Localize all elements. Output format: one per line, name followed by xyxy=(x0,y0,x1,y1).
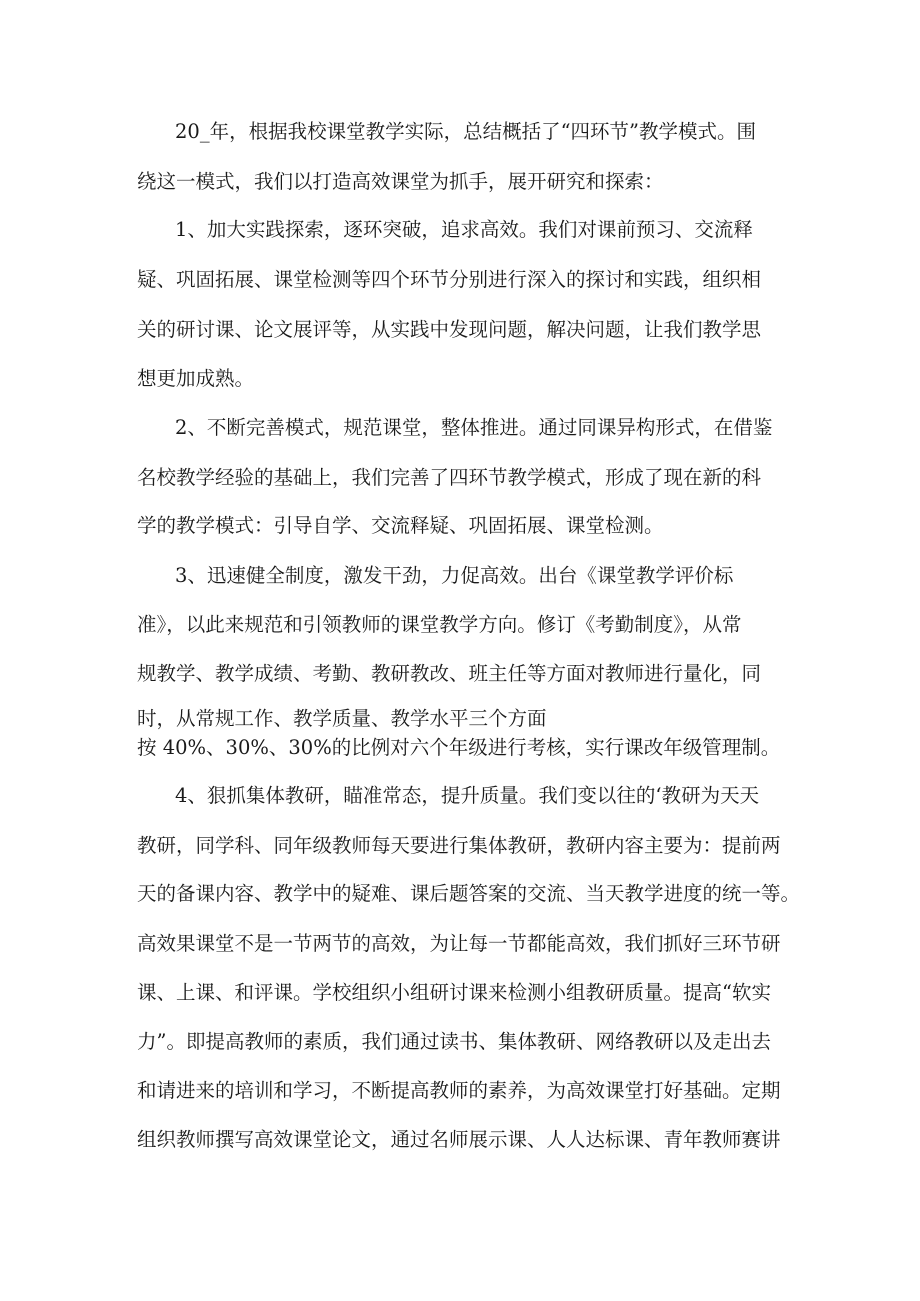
text-line: 时，从常规工作、教学质量、教学水平三个方面 xyxy=(137,707,547,730)
text-line: 和请进来的培训和学习，不断提高教师的素养，为高效课堂打好基础。定期 xyxy=(137,1079,781,1102)
text-line: 高效果课堂不是一节两节的高效，为让每一节都能高效，我们抓好三环节研 xyxy=(137,932,781,955)
text-line: 3、迅速健全制度，激发干劲，力促高效。出台《课堂教学评价标 xyxy=(175,564,734,587)
text-line: 教研，同学科、同年级教师每天要进行集体教研，教研内容主要为：提前两 xyxy=(137,834,781,857)
text-line: 名校教学经验的基础上，我们完善了四环节教学模式，形成了现在新的科 xyxy=(137,466,762,489)
text-line: 按 40%、30%、30%的比例对六个年级进行考核，实行课改年级管理制。 xyxy=(137,736,781,759)
text-line: 力”。即提高教师的素质，我们通过读书、集体教研、网络教研以及走出去 xyxy=(137,1030,771,1053)
text-line: 学的教学模式：引导自学、交流释疑、巩固拓展、课堂检测。 xyxy=(137,514,664,537)
text-line: 课、上课、和评课。学校组织小组研讨课来检测小组教研质量。提高“软实 xyxy=(137,981,771,1004)
text-line: 绕这一模式，我们以打造高效课堂为抓手，展开研究和探索： xyxy=(137,170,664,193)
text-line: 想更加成熟。 xyxy=(137,367,255,390)
text-line: 准》，以此来规范和引领教师的课堂教学方向。修订《考勤制度》，从常 xyxy=(137,613,742,636)
text-line: 20_年，根据我校课堂教学实际，总结概括了“四环节”教学模式。围 xyxy=(175,120,757,143)
text-line: 2、不断完善模式，规范课堂，整体推进。通过同课异构形式，在借鉴 xyxy=(175,416,773,439)
text-line: 4、狠抓集体教研，瞄准常态，提升质量。我们变以往的‘教研为天天 xyxy=(175,784,760,807)
text-line: 疑、巩固拓展、课堂检测等四个环节分别进行深入的探讨和实践，组织相 xyxy=(137,268,762,291)
text-line: 天的备课内容、教学中的疑难、课后题答案的交流、当天教学进度的统一等。 xyxy=(137,882,801,905)
text-line: 1、加大实践探索，逐环突破，追求高效。我们对课前预习、交流释 xyxy=(175,218,753,241)
text-line: 组织教师撰写高效课堂论文，通过名师展示课、人人达标课、青年教师赛讲 xyxy=(137,1128,781,1151)
text-line: 规教学、教学成绩、考勤、教研教改、班主任等方面对教师进行量化，同 xyxy=(137,662,762,685)
text-line: 关的研讨课、论文展评等，从实践中发现问题，解决问题，让我们教学思 xyxy=(137,318,762,341)
